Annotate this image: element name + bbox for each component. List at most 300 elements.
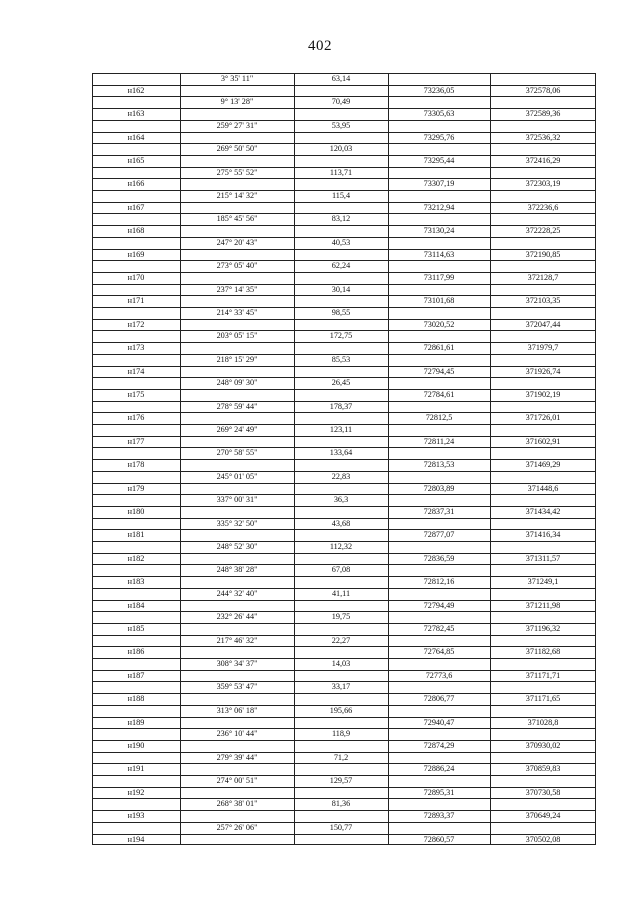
point-name: н191 [127, 764, 145, 774]
point-x: 72895,31 [423, 787, 455, 797]
row-separator [92, 377, 596, 378]
segment-row [92, 377, 596, 389]
point-name: н186 [127, 647, 145, 657]
segment-angle: 245° 01' 05" [216, 471, 258, 481]
point-row [92, 763, 596, 775]
table-border-bottom [92, 844, 596, 845]
row-separator [388, 646, 596, 647]
segment-distance: 30,14 [331, 284, 351, 294]
point-row [92, 576, 596, 588]
row-separator [92, 389, 180, 390]
row-separator [388, 178, 596, 179]
row-separator [92, 810, 180, 811]
row-separator [180, 155, 388, 156]
segment-angle: 308° 34' 37" [216, 659, 258, 668]
point-y: 370859,83 [525, 764, 561, 774]
row-separator [92, 600, 180, 601]
segment-row [92, 658, 596, 670]
segment-row [92, 541, 596, 553]
segment-distance: 178,37 [329, 401, 353, 411]
row-separator [92, 693, 180, 694]
segment-row [92, 401, 596, 413]
segment-angle: 232° 26' 44" [216, 612, 258, 622]
segment-row [92, 73, 596, 85]
segment-distance: 41,11 [331, 588, 351, 598]
point-name: н182 [127, 553, 145, 563]
point-row [92, 459, 596, 471]
row-separator [92, 143, 596, 144]
row-separator [92, 436, 180, 437]
point-y: 371171,71 [525, 670, 561, 680]
segment-distance: 85,53 [331, 354, 351, 364]
row-separator [388, 295, 596, 296]
point-row [92, 225, 596, 237]
row-separator [92, 96, 596, 97]
point-y: 372103,35 [525, 296, 561, 306]
row-separator [92, 681, 596, 682]
segment-angle: 236° 10' 44" [216, 729, 258, 739]
segment-distance: 123,11 [329, 425, 353, 434]
segment-row [92, 447, 596, 459]
point-x: 72784,61 [423, 389, 455, 399]
segment-angle: 257° 26' 06" [216, 822, 258, 832]
row-separator [388, 834, 596, 835]
point-y: 372128,7 [527, 272, 559, 282]
row-separator [388, 108, 596, 109]
point-x: 73305,63 [423, 109, 455, 119]
segment-row [92, 354, 596, 366]
point-row [92, 342, 596, 354]
point-x: 72773,6 [425, 670, 453, 680]
row-separator [180, 108, 388, 109]
point-row [92, 787, 596, 799]
point-x: 73130,24 [423, 226, 455, 236]
segment-row [92, 167, 596, 179]
row-separator [92, 541, 596, 542]
point-x: 73114,63 [423, 249, 455, 259]
point-y: 371171,65 [525, 694, 561, 704]
segment-distance: 150,77 [329, 822, 353, 832]
segment-angle: 335° 32' 50" [216, 518, 258, 528]
row-separator [388, 342, 596, 343]
segment-row [92, 635, 596, 647]
point-name: н194 [127, 834, 145, 844]
row-separator [180, 810, 388, 811]
row-separator [180, 178, 388, 179]
segment-angle: 247° 20' 43" [216, 237, 258, 247]
segment-row [92, 96, 596, 108]
point-name: н179 [127, 483, 145, 493]
row-separator [92, 319, 180, 320]
segment-distance: 113,71 [329, 167, 353, 177]
row-separator [92, 447, 596, 448]
segment-distance: 43,68 [331, 518, 351, 528]
row-separator [92, 295, 180, 296]
row-separator [388, 670, 596, 671]
row-separator [92, 529, 180, 530]
row-separator [92, 564, 596, 565]
segment-distance: 172,75 [329, 331, 353, 341]
row-separator [92, 213, 596, 214]
point-name: н168 [127, 226, 145, 236]
point-y: 371434,42 [525, 506, 561, 516]
segment-row [92, 681, 596, 693]
row-separator [388, 576, 596, 577]
point-row [92, 740, 596, 752]
row-separator [388, 85, 596, 86]
row-separator [180, 693, 388, 694]
row-separator [92, 798, 596, 799]
segment-angle: 268° 38' 01" [216, 799, 258, 809]
point-row [92, 693, 596, 705]
segment-distance: 40,53 [331, 237, 351, 247]
point-x: 72794,49 [423, 600, 455, 610]
point-y: 371311,57 [525, 553, 561, 563]
segment-angle: 218° 15' 29" [216, 354, 258, 364]
segment-row [92, 120, 596, 132]
row-separator [180, 623, 388, 624]
row-separator [92, 553, 180, 554]
segment-row [92, 798, 596, 810]
row-separator [388, 319, 596, 320]
row-separator [180, 389, 388, 390]
point-x: 72837,31 [423, 506, 455, 516]
point-x: 73117,99 [423, 272, 455, 282]
row-separator [180, 670, 388, 671]
point-x: 72794,45 [423, 366, 455, 376]
row-separator [92, 763, 180, 764]
row-separator [388, 810, 596, 811]
row-separator [92, 284, 596, 285]
row-separator [92, 705, 596, 706]
segment-row [92, 752, 596, 764]
point-y: 372047,44 [525, 319, 561, 329]
row-separator [92, 272, 180, 273]
segment-row [92, 611, 596, 623]
segment-angle: 248° 52' 30" [216, 542, 258, 551]
row-separator [92, 202, 180, 203]
row-separator [92, 459, 180, 460]
row-separator [388, 623, 596, 624]
point-y: 370930,02 [525, 740, 561, 750]
row-separator [388, 717, 596, 718]
segment-row [92, 260, 596, 272]
row-separator [92, 412, 180, 413]
row-separator [180, 132, 388, 133]
segment-row [92, 190, 596, 202]
table-border-top [92, 73, 596, 74]
segment-row [92, 424, 596, 436]
point-row [92, 132, 596, 144]
segment-angle: 259° 27' 31" [216, 120, 258, 130]
segment-angle: 279° 39' 44" [216, 752, 258, 762]
point-name: н175 [127, 389, 145, 399]
segment-angle: 274° 00' 51" [216, 776, 258, 785]
row-separator [92, 483, 180, 484]
point-row [92, 178, 596, 190]
segment-distance: 70,49 [331, 97, 351, 107]
row-separator [180, 529, 388, 530]
row-separator [92, 506, 180, 507]
point-name: н185 [127, 623, 145, 633]
point-y: 371926,74 [525, 366, 561, 376]
row-separator [388, 202, 596, 203]
row-separator [388, 553, 596, 554]
point-x: 72940,47 [423, 717, 455, 727]
segment-row [92, 494, 596, 506]
point-x: 72861,61 [423, 343, 455, 353]
row-separator [180, 342, 388, 343]
segment-distance: 98,55 [331, 308, 351, 317]
point-row [92, 623, 596, 635]
segment-angle: 203° 05' 15" [216, 331, 258, 341]
point-row [92, 108, 596, 120]
segment-distance: 71,2 [333, 752, 349, 762]
row-separator [92, 342, 180, 343]
point-name: н187 [127, 670, 145, 680]
point-name: н167 [127, 202, 145, 212]
row-separator [388, 740, 596, 741]
segment-row [92, 213, 596, 225]
row-separator [388, 693, 596, 694]
point-y: 371028,8 [527, 717, 559, 727]
point-name: н181 [127, 530, 145, 540]
row-separator [180, 483, 388, 484]
point-row [92, 717, 596, 729]
row-separator [388, 763, 596, 764]
point-x: 72860,57 [423, 834, 455, 844]
row-separator [92, 787, 180, 788]
row-separator [92, 366, 180, 367]
segment-angle: 185° 45' 56" [216, 214, 258, 224]
row-separator [180, 740, 388, 741]
row-separator [180, 459, 388, 460]
point-name: н188 [127, 694, 145, 704]
row-separator [388, 600, 596, 601]
row-separator [92, 576, 180, 577]
row-separator [92, 611, 596, 612]
segment-row [92, 330, 596, 342]
row-separator [92, 518, 596, 519]
row-separator [388, 483, 596, 484]
segment-angle: 269° 24' 49" [216, 425, 258, 434]
segment-distance: 81,36 [331, 799, 351, 809]
row-separator [92, 155, 180, 156]
point-name: н165 [127, 155, 145, 165]
row-separator [92, 822, 596, 823]
segment-row [92, 564, 596, 576]
point-row [92, 366, 596, 378]
segment-distance: 63,14 [331, 74, 351, 83]
row-separator [92, 354, 596, 355]
segment-distance: 118,9 [331, 729, 351, 739]
point-name: н192 [127, 787, 145, 797]
row-separator [180, 553, 388, 554]
point-name: н173 [127, 343, 145, 353]
row-separator [180, 366, 388, 367]
point-y: 372190,85 [525, 249, 561, 259]
row-separator [180, 319, 388, 320]
point-y: 371416,34 [525, 530, 561, 540]
segment-angle: 244° 32' 40" [216, 588, 258, 598]
coordinates-table [92, 73, 596, 845]
point-row [92, 249, 596, 261]
row-separator [92, 658, 596, 659]
segment-row [92, 705, 596, 717]
row-separator [92, 401, 596, 402]
segment-distance: 120,03 [329, 144, 353, 154]
point-x: 72806,77 [423, 694, 455, 704]
row-separator [180, 717, 388, 718]
point-name: н172 [127, 319, 145, 329]
row-separator [92, 717, 180, 718]
point-name: н184 [127, 600, 145, 610]
segment-row [92, 775, 596, 787]
row-separator [92, 85, 180, 86]
point-y: 372578,06 [525, 85, 561, 95]
segment-distance: 83,12 [331, 214, 351, 224]
point-row [92, 483, 596, 495]
row-separator [92, 623, 180, 624]
segment-angle: 215° 14' 32" [216, 191, 258, 200]
point-x: 73212,94 [423, 202, 455, 212]
point-y: 371602,91 [525, 436, 561, 446]
segment-angle: 273° 05' 40" [216, 261, 258, 271]
segment-angle: 9° 13' 28" [220, 97, 254, 107]
segment-row [92, 471, 596, 483]
segment-angle: 269° 50' 50" [216, 144, 258, 154]
point-x: 72877,07 [423, 530, 455, 540]
point-name: н178 [127, 460, 145, 470]
row-separator [180, 85, 388, 86]
point-row [92, 319, 596, 331]
row-separator [92, 108, 180, 109]
point-row [92, 600, 596, 612]
point-x: 72813,53 [423, 460, 455, 470]
row-separator [180, 646, 388, 647]
row-separator [180, 763, 388, 764]
point-x: 72886,24 [423, 764, 455, 774]
point-row [92, 646, 596, 658]
segment-angle: 237° 14' 35" [216, 284, 258, 294]
segment-distance: 53,95 [331, 120, 351, 130]
segment-angle: 270° 58' 55" [216, 448, 258, 458]
point-y: 372228,25 [525, 226, 561, 236]
point-row [92, 436, 596, 448]
row-separator [388, 436, 596, 437]
point-y: 372416,29 [525, 155, 561, 165]
point-name: н164 [127, 132, 145, 142]
segment-row [92, 143, 596, 155]
point-row [92, 155, 596, 167]
point-x: 72803,89 [423, 483, 455, 493]
segment-distance: 33,17 [331, 682, 351, 692]
point-name: н174 [127, 366, 145, 376]
row-separator [180, 202, 388, 203]
point-y: 371469,29 [525, 460, 561, 470]
row-separator [92, 190, 596, 191]
row-separator [180, 506, 388, 507]
segment-row [92, 237, 596, 249]
row-separator [92, 237, 596, 238]
point-x: 73307,19 [423, 179, 455, 189]
segment-row [92, 588, 596, 600]
point-y: 372303,19 [525, 179, 561, 189]
segment-distance: 195,66 [329, 705, 353, 715]
point-y: 371726,01 [525, 413, 561, 423]
segment-angle: 275° 55' 52" [216, 167, 258, 177]
point-name: н189 [127, 717, 145, 727]
row-separator [388, 787, 596, 788]
point-y: 370649,24 [525, 811, 561, 821]
point-row [92, 506, 596, 518]
point-x: 72812,16 [423, 577, 455, 587]
point-x: 72782,45 [423, 623, 455, 633]
segment-distance: 14,03 [331, 659, 351, 668]
segment-distance: 26,45 [331, 378, 351, 388]
point-y: 371182,68 [525, 647, 561, 657]
point-x: 72812,5 [425, 413, 453, 423]
row-separator [180, 600, 388, 601]
point-y: 370730,58 [525, 787, 561, 797]
row-separator [92, 752, 596, 753]
segment-angle: 248° 09' 30" [216, 378, 258, 388]
point-y: 371196,32 [525, 623, 561, 633]
point-name: н183 [127, 577, 145, 587]
point-x: 72764,85 [423, 647, 455, 657]
point-row [92, 272, 596, 284]
row-separator [92, 260, 596, 261]
point-x: 72836,59 [423, 553, 455, 563]
row-separator [180, 834, 388, 835]
row-separator [92, 132, 180, 133]
point-y: 371211,98 [525, 600, 561, 610]
segment-distance: 67,08 [331, 565, 351, 575]
row-separator [92, 178, 180, 179]
segment-angle: 337° 00' 31" [216, 495, 258, 505]
row-separator [388, 249, 596, 250]
row-separator [92, 120, 596, 121]
row-separator [388, 389, 596, 390]
point-name: н166 [127, 179, 145, 189]
row-separator [92, 424, 596, 425]
row-separator [92, 670, 180, 671]
row-separator [388, 272, 596, 273]
row-separator [92, 471, 596, 472]
point-x: 72874,29 [423, 740, 455, 750]
point-y: 372236,6 [527, 202, 559, 212]
point-name: н176 [127, 413, 145, 423]
segment-angle: 313° 06' 18" [216, 705, 258, 715]
row-separator [388, 506, 596, 507]
row-separator [388, 132, 596, 133]
row-separator [388, 459, 596, 460]
point-y: 372536,32 [525, 132, 561, 142]
row-separator [92, 249, 180, 250]
point-name: н169 [127, 249, 145, 259]
row-separator [388, 412, 596, 413]
row-separator [388, 529, 596, 530]
segment-distance: 112,32 [329, 542, 353, 551]
point-y: 370502,08 [525, 834, 561, 844]
point-x: 73295,44 [423, 155, 455, 165]
row-separator [180, 436, 388, 437]
segment-distance: 129,57 [329, 776, 353, 785]
segment-distance: 22,27 [331, 635, 351, 645]
point-y: 371448,6 [527, 483, 559, 493]
segment-distance: 133,64 [329, 448, 353, 458]
segment-angle: 214° 33' 45" [216, 308, 258, 317]
